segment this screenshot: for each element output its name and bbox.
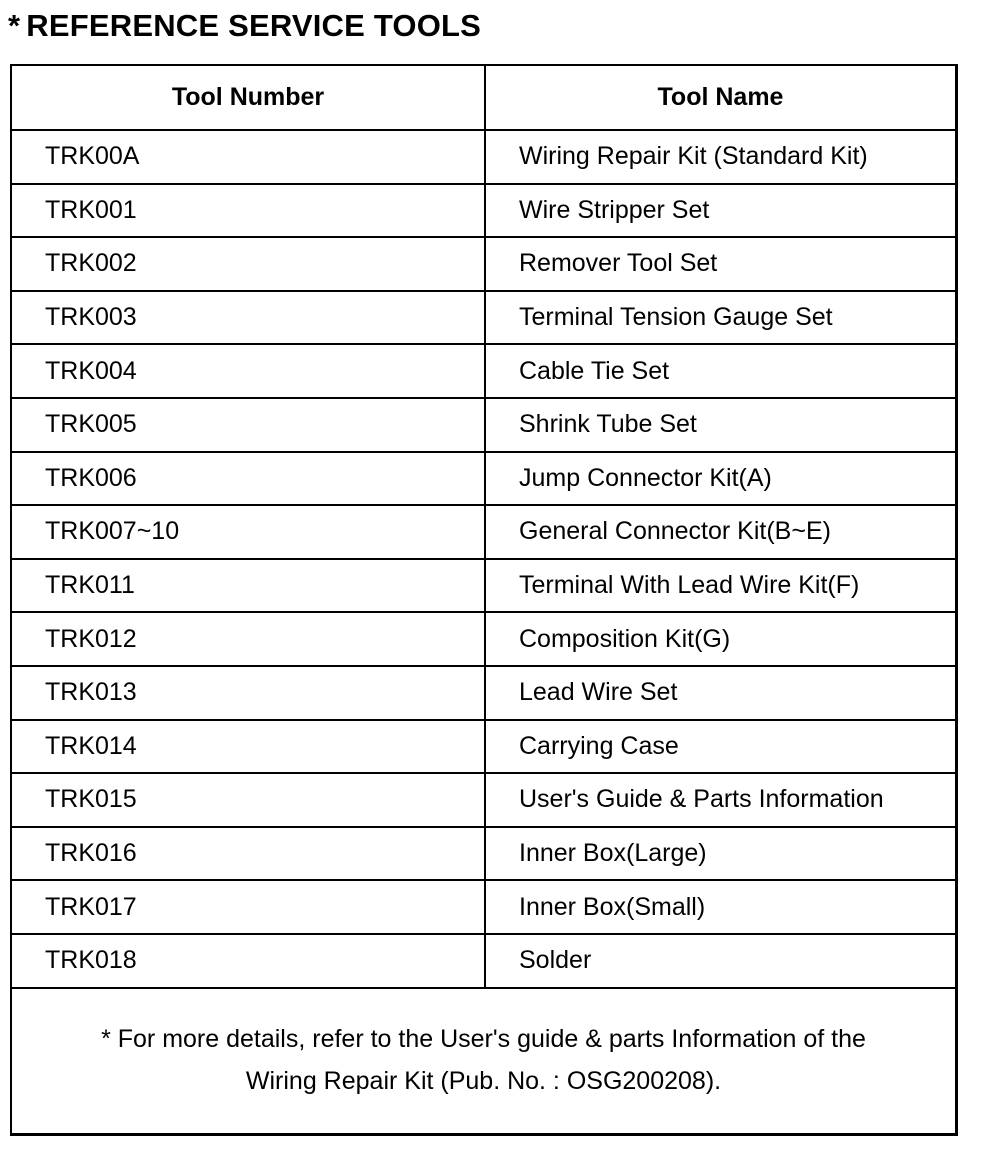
tool-number-cell: TRK001	[12, 184, 485, 238]
header-tool-number: Tool Number	[12, 66, 485, 130]
tool-name-cell: Inner Box(Large)	[485, 827, 955, 881]
footnote-text-1: For more details, refer to the User's guide & parts Information of the	[117, 1024, 866, 1053]
tool-name-cell: Wiring Repair Kit (Standard Kit)	[485, 130, 955, 184]
tool-name-cell: Shrink Tube Set	[485, 398, 955, 452]
table-row	[12, 720, 955, 774]
tool-number-cell: TRK014	[12, 720, 485, 774]
footnote-asterisk: *	[101, 1024, 111, 1053]
header-row	[12, 66, 955, 130]
tool-number-cell: TRK003	[12, 291, 485, 345]
tool-rows	[12, 130, 955, 988]
tool-name-cell: Inner Box(Small)	[485, 880, 955, 934]
tool-number-cell: TRK012	[12, 612, 485, 666]
table-row	[12, 237, 955, 291]
title-text: REFERENCE SERVICE TOOLS	[26, 8, 482, 43]
page-title	[8, 8, 481, 44]
tool-number-cell: TRK015	[12, 773, 485, 827]
tool-number-cell: TRK002	[12, 237, 485, 291]
tool-name-cell: General Connector Kit(B~E)	[485, 505, 955, 559]
tool-number-cell: TRK005	[12, 398, 485, 452]
tool-name-cell: Cable Tie Set	[485, 344, 955, 398]
tool-number-cell: TRK011	[12, 559, 485, 613]
table-row	[12, 184, 955, 238]
tool-name-cell: Carrying Case	[485, 720, 955, 774]
footnote	[12, 989, 955, 1102]
tool-number-cell: TRK006	[12, 452, 485, 506]
tools-frame	[10, 64, 958, 1136]
table-row	[12, 130, 955, 184]
tool-name-cell: User's Guide & Parts Information	[485, 773, 955, 827]
tool-number-cell: TRK007~10	[12, 505, 485, 559]
tool-name-cell: Wire Stripper Set	[485, 184, 955, 238]
tool-name-cell: Jump Connector Kit(A)	[485, 452, 955, 506]
tool-name-cell: Terminal With Lead Wire Kit(F)	[485, 559, 955, 613]
table-row	[12, 505, 955, 559]
table-row	[12, 934, 955, 988]
table-row	[12, 773, 955, 827]
tool-number-cell: TRK013	[12, 666, 485, 720]
footnote-line-1	[12, 1018, 955, 1060]
table-row	[12, 827, 955, 881]
tool-number-cell: TRK004	[12, 344, 485, 398]
tool-name-cell: Solder	[485, 934, 955, 988]
tools-table	[12, 66, 955, 989]
table-row	[12, 880, 955, 934]
table-row	[12, 452, 955, 506]
table-row	[12, 612, 955, 666]
tool-name-cell: Remover Tool Set	[485, 237, 955, 291]
header-tool-name: Tool Name	[485, 66, 955, 130]
table-row	[12, 666, 955, 720]
tool-name-cell: Terminal Tension Gauge Set	[485, 291, 955, 345]
tool-number-cell: TRK018	[12, 934, 485, 988]
tool-number-cell: TRK017	[12, 880, 485, 934]
title-asterisk: *	[8, 8, 21, 43]
table-row	[12, 398, 955, 452]
tool-name-cell: Lead Wire Set	[485, 666, 955, 720]
table-row	[12, 559, 955, 613]
table-row	[12, 344, 955, 398]
tool-name-cell: Composition Kit(G)	[485, 612, 955, 666]
tool-number-cell: TRK00A	[12, 130, 485, 184]
table-row	[12, 291, 955, 345]
footnote-line-2: Wiring Repair Kit (Pub. No. : OSG200208).	[245, 1066, 722, 1095]
tool-number-cell: TRK016	[12, 827, 485, 881]
